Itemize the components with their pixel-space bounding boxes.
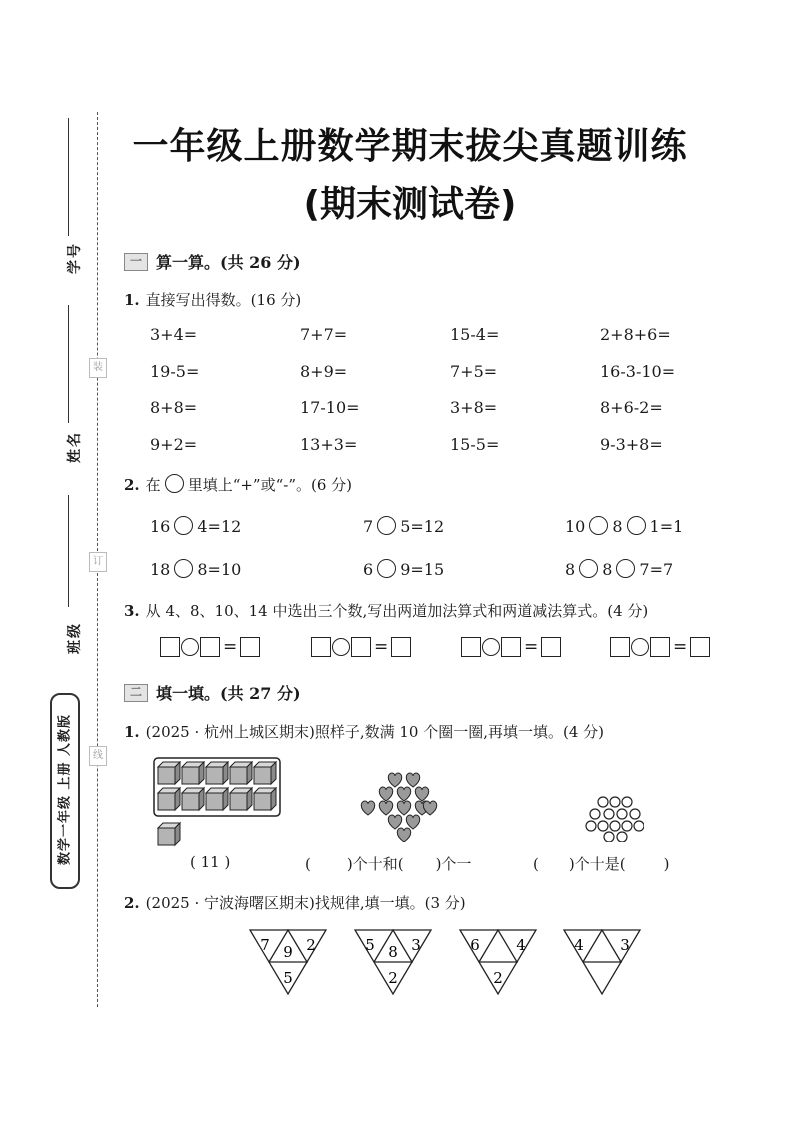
blank-equation: = [461,637,561,657]
student-id-line[interactable] [68,118,69,236]
circle-icon [165,474,184,493]
triangle-center: 9 [283,943,293,961]
blank-equation: = [160,637,260,657]
operator-circle[interactable] [174,559,193,578]
operator-item: 18 8=10 [150,560,242,579]
circles-illustration [584,796,644,842]
arith-item[interactable]: 15-4= [450,325,500,344]
answer-box[interactable] [690,637,710,657]
answer-box[interactable] [311,637,331,657]
operator-circle[interactable] [377,516,396,535]
answer-box[interactable] [610,637,630,657]
class-line[interactable] [68,495,69,607]
triangle-left: 4 [574,936,584,954]
answer-box[interactable] [501,637,521,657]
section-1-heading: 一 算一算。(共 26 分) [124,250,301,273]
answer-box[interactable] [461,637,481,657]
cubes-illustration [152,756,282,848]
question-2-1: 1. (2025 · 杭州上城区期末)照样子,数满 10 个圈一圈,再填一填。(4 分) [124,723,605,741]
triangle-left: 6 [470,936,480,954]
triangle-bottom: 2 [388,969,398,987]
arith-item[interactable]: 8+8= [150,398,198,417]
arith-item[interactable]: 3+8= [450,398,498,417]
operator-circle[interactable] [616,559,635,578]
example-answer: ( 11 ) [190,853,231,871]
operator-circle[interactable] [482,638,500,656]
number-triangle[interactable] [562,928,642,998]
arith-item[interactable]: 13+3= [300,435,358,454]
answer-box[interactable] [160,637,180,657]
answer-box[interactable] [240,637,260,657]
binding-mark: 订 [89,552,107,572]
arith-item[interactable]: 8+6-2= [600,398,663,417]
answer-box[interactable] [200,637,220,657]
class-label: 班级 [67,622,83,654]
triangle-right: 3 [620,936,630,954]
number-triangle [353,928,433,998]
page-subtitle: (期末测试卷) [303,184,517,225]
answer-box[interactable] [650,637,670,657]
triangle-bottom: 2 [493,969,503,987]
name-line[interactable] [68,305,69,423]
operator-circle[interactable] [627,516,646,535]
operator-circle[interactable] [181,638,199,656]
operator-item: 6 9=15 [363,560,445,579]
triangle-left: 5 [365,936,375,954]
triangle-bottom: 5 [283,969,293,987]
hearts-illustration [358,772,440,842]
arith-item[interactable]: 3+4= [150,325,198,344]
operator-item: 10 8 1=1 [565,517,684,536]
arith-item[interactable]: 19-5= [150,362,200,381]
section-number-icon: 二 [124,684,148,702]
operator-circle[interactable] [332,638,350,656]
binding-mark: 装 [89,358,107,378]
question-1-3: 3. 从 4、8、10、14 中选出三个数,写出两道加法算式和两道减法算式。(4 分) [124,602,649,620]
triangle-right: 4 [516,936,526,954]
question-1-2: 2. 在 里填上“+”或“-”。(6 分) [124,476,353,494]
number-triangle[interactable] [458,928,538,998]
arith-item[interactable]: 16-3-10= [600,362,676,381]
operator-item: 8 8 7=7 [565,560,674,579]
arith-item[interactable]: 15-5= [450,435,500,454]
operator-circle[interactable] [579,559,598,578]
tens-total-blank[interactable]: ( )个十是( ) [533,855,670,873]
arith-item[interactable]: 9-3+8= [600,435,663,454]
answer-box[interactable] [351,637,371,657]
blank-equation: = [610,637,710,657]
spine-text: 数学一年级 上册 人教版 [57,713,73,866]
blank-equation: = [311,637,411,657]
arith-item[interactable]: 9+2= [150,435,198,454]
operator-circle[interactable] [589,516,608,535]
question-2-2: 2. (2025 · 宁波海曙区期末)找规律,填一填。(3 分) [124,894,466,912]
operator-item: 16 4=12 [150,517,242,536]
arith-item[interactable]: 17-10= [300,398,360,417]
answer-box[interactable] [391,637,411,657]
triangle-right: 3 [411,936,421,954]
operator-circle[interactable] [174,516,193,535]
number-triangle [248,928,328,998]
name-label: 姓名 [67,431,83,463]
student-id-label: 学号 [67,242,83,274]
operator-circle[interactable] [631,638,649,656]
arith-item[interactable]: 2+8+6= [600,325,671,344]
arith-item[interactable]: 8+9= [300,362,348,381]
arith-item[interactable]: 7+5= [450,362,498,381]
tens-ones-blank[interactable]: ( )个十和( )个一 [305,855,472,873]
triangle-left: 7 [260,936,270,954]
triangle-right: 2 [306,936,316,954]
arith-item[interactable]: 7+7= [300,325,348,344]
operator-item: 7 5=12 [363,517,445,536]
section-number-icon: 一 [124,253,148,271]
binding-mark: 线 [89,746,107,766]
triangle-center: 8 [388,943,398,961]
answer-box[interactable] [541,637,561,657]
question-1-1: 1. 直接写出得数。(16 分) [124,291,302,309]
page-title: 一年级上册数学期末拔尖真题训练 [132,126,688,167]
section-2-heading: 二 填一填。(共 27 分) [124,681,301,704]
operator-circle[interactable] [377,559,396,578]
